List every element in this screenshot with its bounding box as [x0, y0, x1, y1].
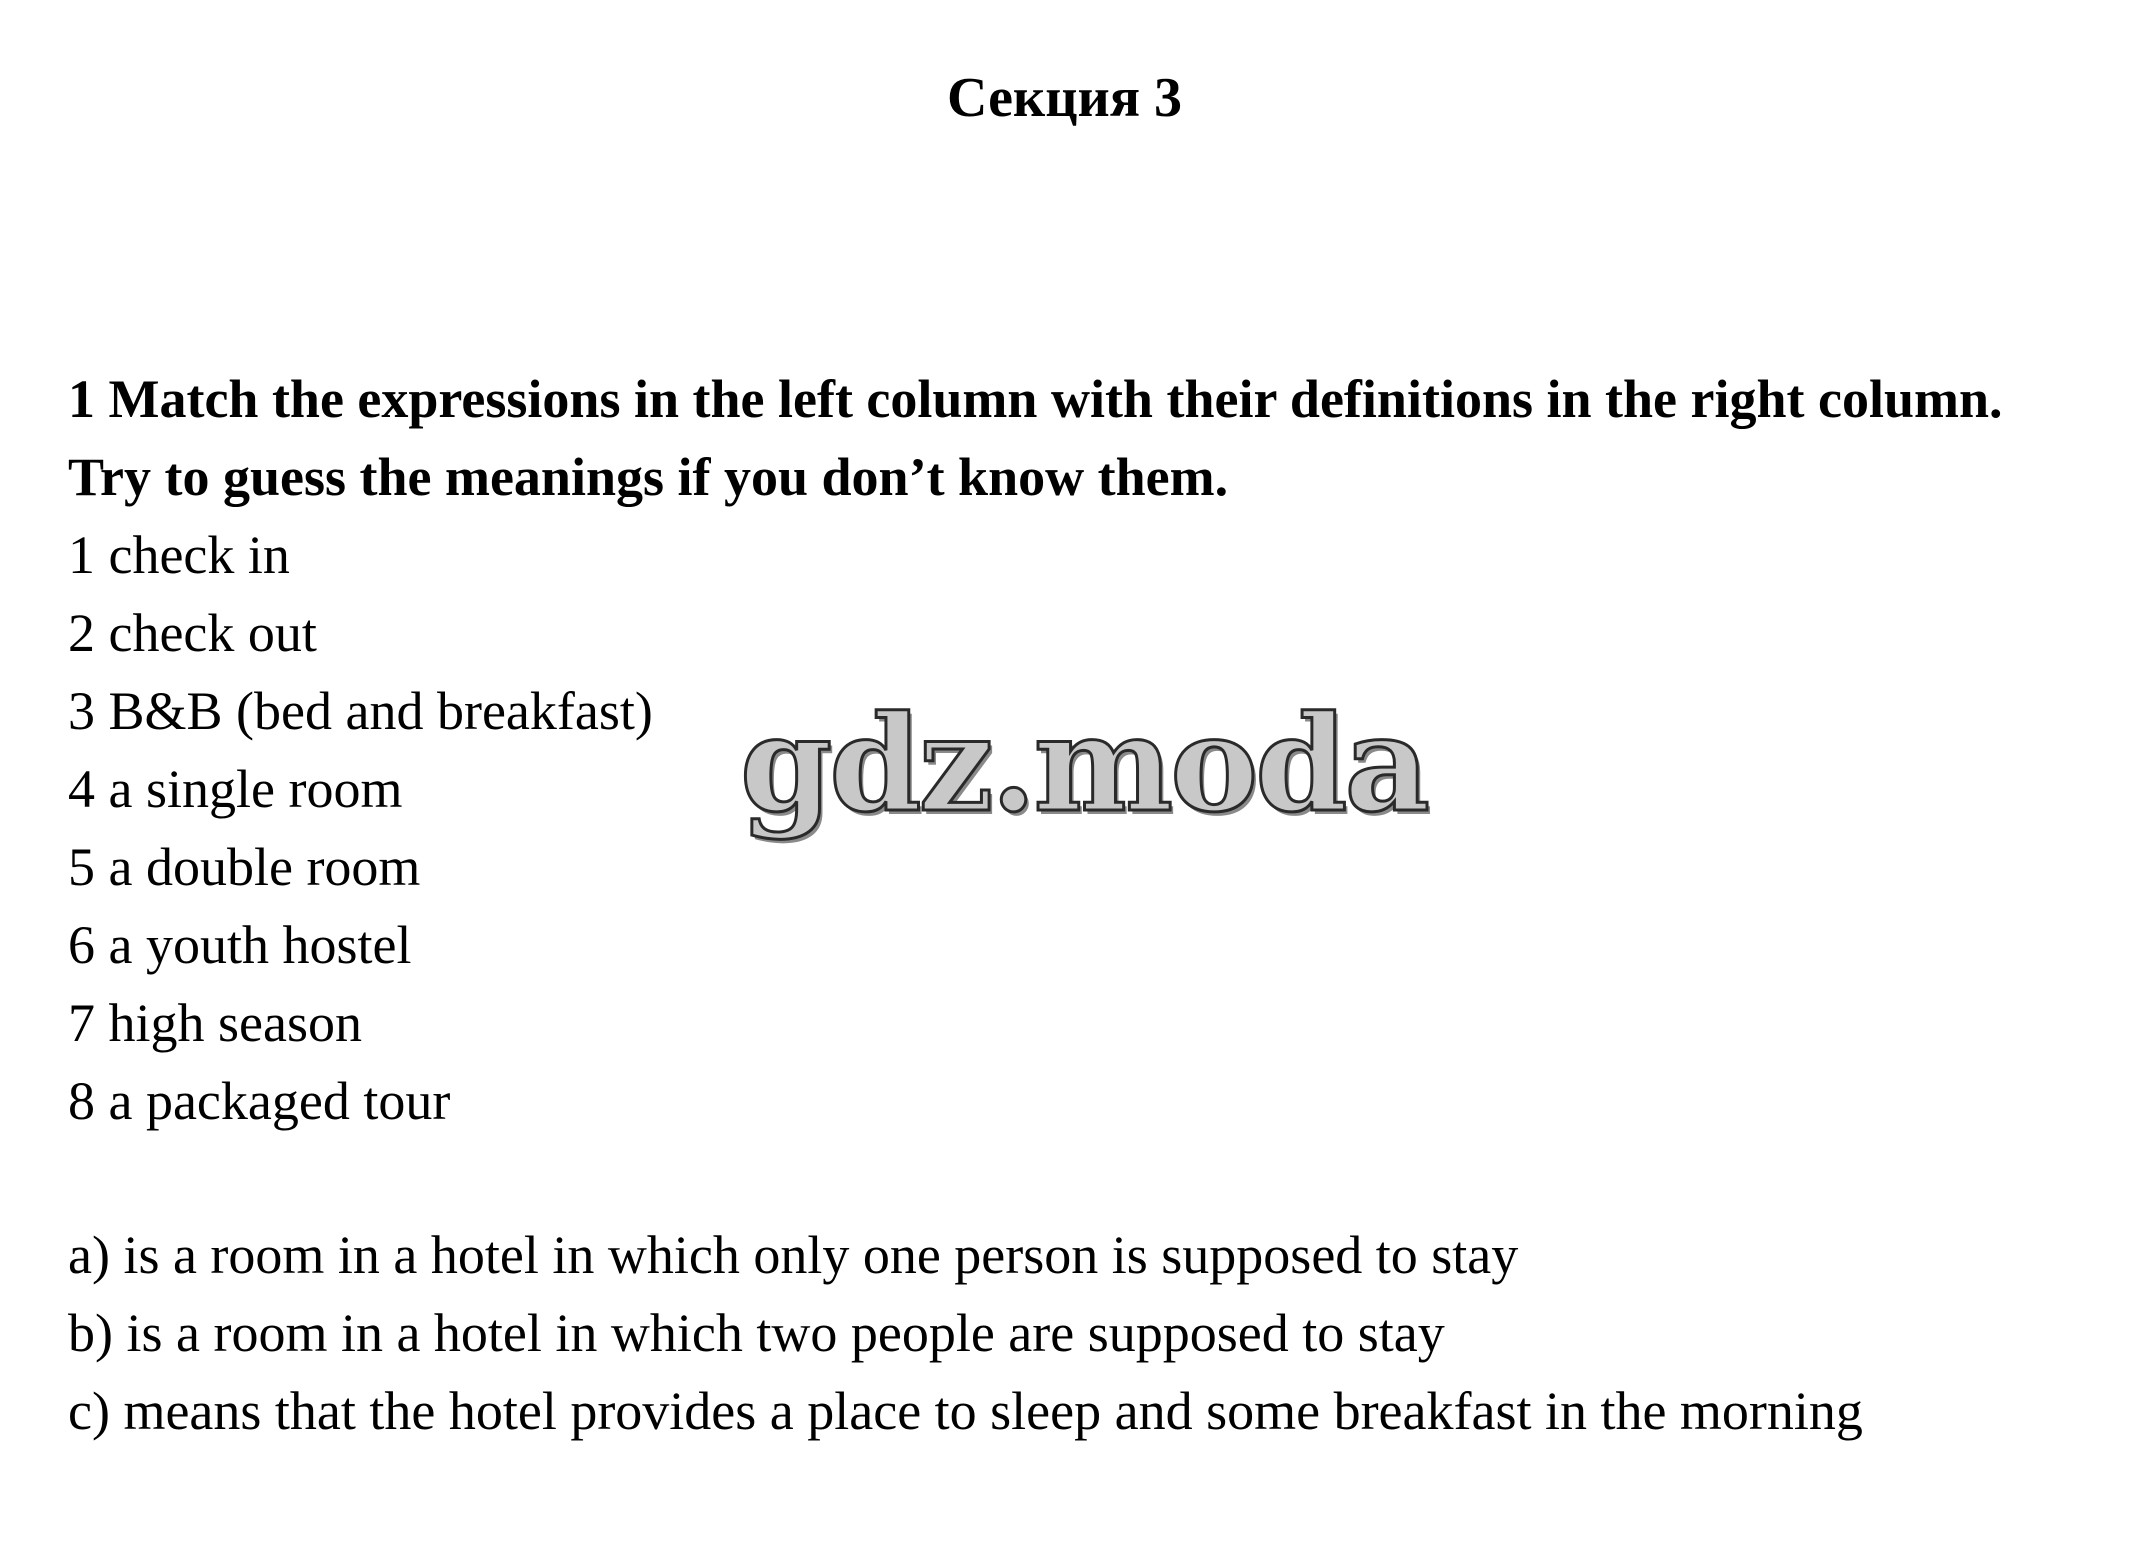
expression-item: 7 high season — [68, 993, 362, 1053]
expressions-list — [68, 516, 653, 1140]
definition-item: b) is a room in a hotel in which two people are supposed to stay — [68, 1303, 1445, 1363]
expression-item: 6 a youth hostel — [68, 915, 412, 975]
task-heading: 1 Match the expressions in the left column with their definitions in the right column. Try to guess the meanings if you don’t know them. — [68, 369, 2003, 507]
expression-item: 5 a double room — [68, 837, 421, 897]
expression-item: 3 B&B (bed and breakfast) — [68, 681, 653, 741]
definition-item: a) is a room in a hotel in which only one person is supposed to stay — [68, 1225, 1519, 1285]
section-title: Секция 3 — [946, 67, 1183, 129]
expression-item: 2 check out — [68, 603, 317, 663]
definition-item: c) means that the hotel provides a place to sleep and some breakfast in the morning — [68, 1381, 1863, 1441]
expression-item: 8 a packaged tour — [68, 1071, 451, 1131]
definitions-list — [68, 1216, 1863, 1450]
expression-item: 4 a single room — [68, 759, 403, 819]
watermark-logo: gdz.moda — [740, 687, 1428, 842]
expression-item: 1 check in — [68, 525, 290, 585]
